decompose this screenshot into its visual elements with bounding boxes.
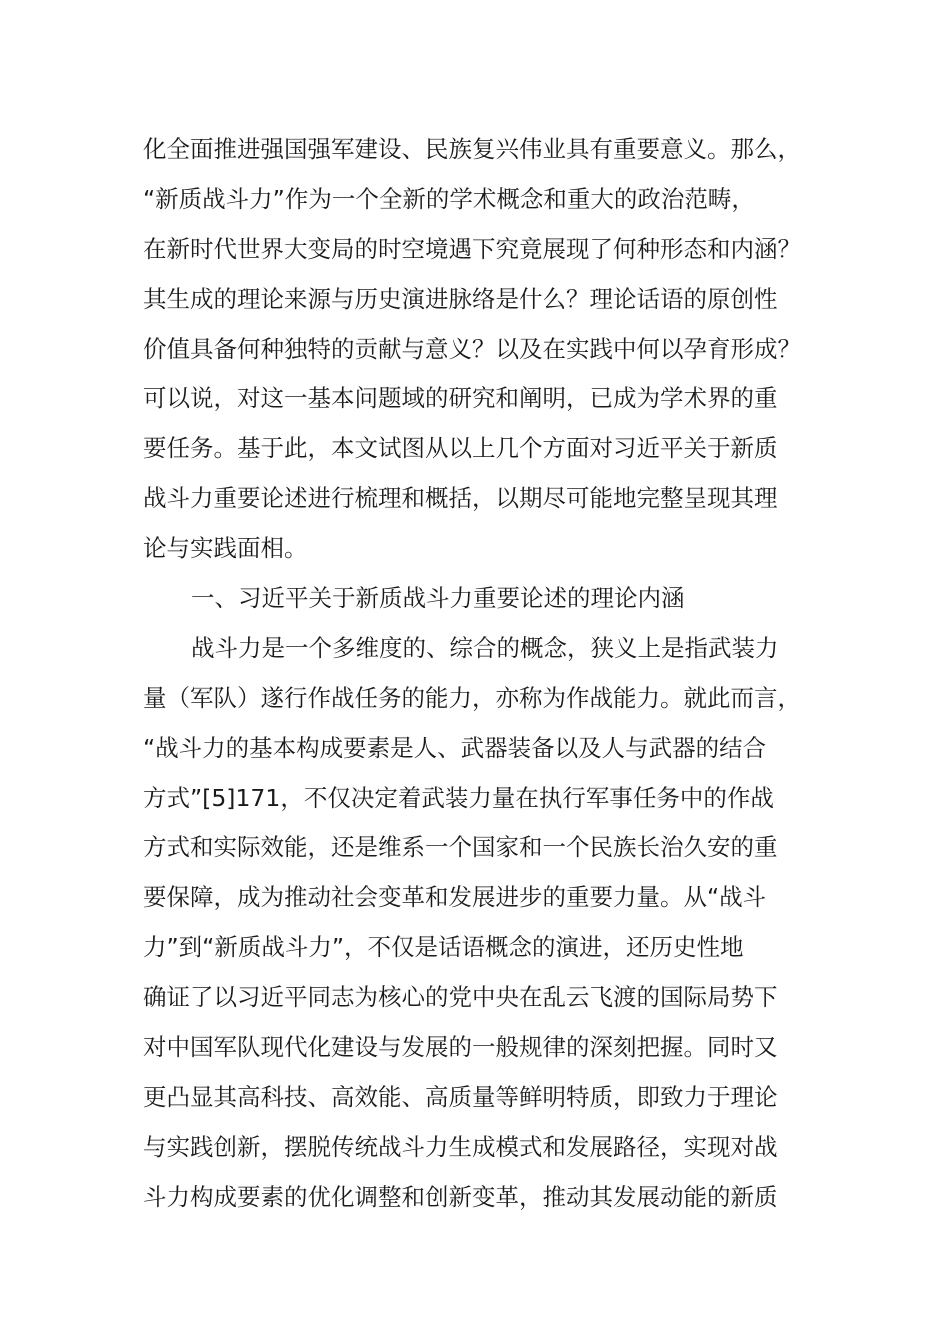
text-line: “新质战斗力”作为一个全新的学术概念和重大的政治范畴， xyxy=(143,184,755,213)
body-text xyxy=(143,125,843,1223)
text-line: 方式和实际效能，还是维系一个国家和一个民族长治久安的重 xyxy=(143,833,778,862)
paragraph-first-line: 战斗力是一个多维度的、综合的概念，狭义上是指武装力 xyxy=(191,633,779,662)
text-line: “战斗力的基本构成要素是人、武器装备以及人与武器的结合 xyxy=(143,733,767,762)
text-line: 其生成的理论来源与历史演进脉络是什么？理论话语的原创性 xyxy=(143,284,778,313)
text-line: 确证了以习近平同志为核心的党中央在乱云飞渡的国际局势下 xyxy=(143,983,778,1012)
section-heading: 一、习近平关于新质战斗力重要论述的理论内涵 xyxy=(191,584,685,613)
text-line: 斗力构成要素的优化调整和创新变革，推动其发展动能的新质 xyxy=(143,1182,778,1211)
text-line: 化全面推进强国强军建设、民族复兴伟业具有重要意义。那么， xyxy=(143,135,801,163)
text-line: 在新时代世界大变局的时空境遇下究竟展现了何种形态和内涵？ xyxy=(143,234,801,263)
text-line: 论与实践面相。 xyxy=(143,534,308,563)
text-line: 要保障，成为推动社会变革和发展进步的重要力量。从“战斗 xyxy=(143,883,767,912)
text-line: 方式”[5]171，不仅决定着武装力量在执行军事任务中的作战 xyxy=(143,783,774,812)
text-line: 与实践创新，摆脱传统战斗力生成模式和发展路径，实现对战 xyxy=(143,1132,778,1161)
text-line: 可以说，对这一基本问题域的研究和阐明，已成为学术界的重 xyxy=(143,384,778,413)
text-line: 对中国军队现代化建设与发展的一般规律的深刻把握。同时又 xyxy=(143,1033,778,1062)
text-line: 价值具备何种独特的贡献与意义？以及在实践中何以孕育形成？ xyxy=(143,334,801,363)
text-line: 更凸显其高科技、高效能、高质量等鲜明特质，即致力于理论 xyxy=(143,1082,778,1111)
text-line: 战斗力重要论述进行梳理和概括，以期尽可能地完整呈现其理 xyxy=(143,484,778,513)
text-line: 力”到“新质战斗力”，不仅是话语概念的演进，还历史性地 xyxy=(143,933,744,962)
text-line: 量（军队）遂行作战任务的能力，亦称为作战能力。就此而言， xyxy=(143,683,801,712)
text-line: 要任务。基于此，本文试图从以上几个方面对习近平关于新质 xyxy=(143,434,778,463)
